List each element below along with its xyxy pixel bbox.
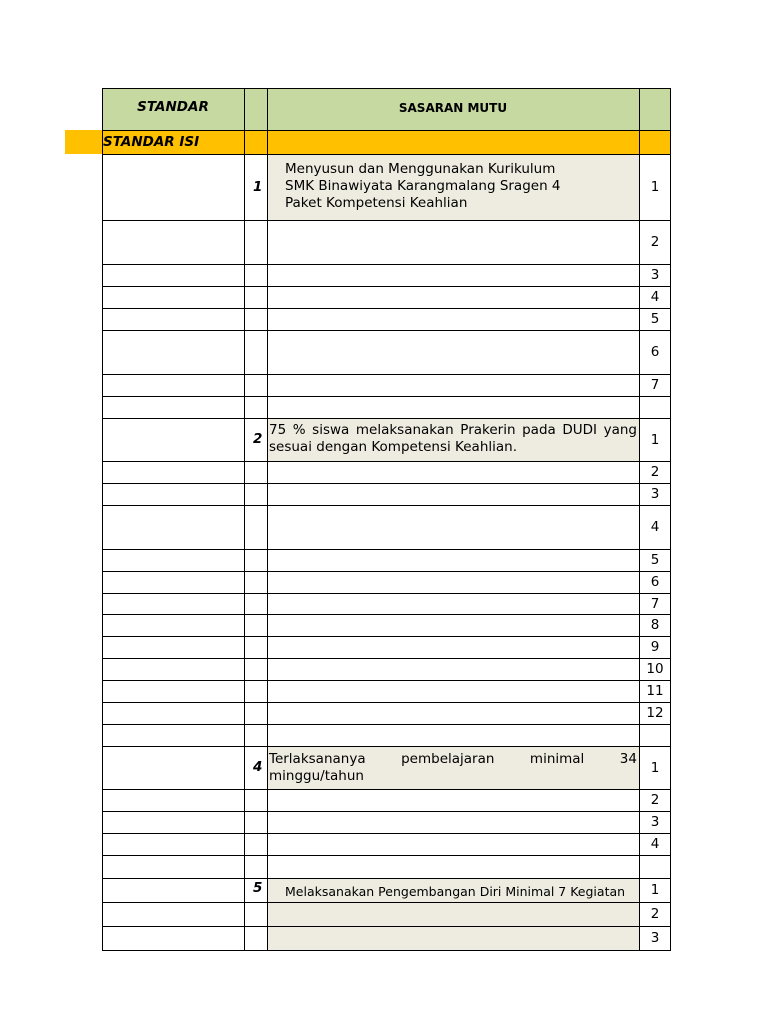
item-number: 12 bbox=[646, 705, 664, 721]
item-number: 4 bbox=[650, 289, 660, 305]
item-number: 6 bbox=[650, 574, 660, 590]
grid-line bbox=[102, 396, 671, 397]
section-label: STANDAR ISI bbox=[103, 134, 200, 150]
grid-line bbox=[102, 505, 671, 506]
grid-line bbox=[102, 286, 671, 287]
grid-line bbox=[102, 746, 671, 747]
grid-line bbox=[102, 154, 671, 155]
grid-line bbox=[267, 88, 268, 951]
group-number: 1 bbox=[253, 179, 263, 195]
item-number: 2 bbox=[650, 234, 660, 250]
grid-line bbox=[102, 636, 671, 637]
grid-line bbox=[102, 833, 671, 834]
header-sasaran-mutu: SASARAN MUTU bbox=[398, 101, 508, 115]
grid-line bbox=[102, 789, 671, 790]
grid-line bbox=[102, 593, 671, 594]
grid-line bbox=[102, 878, 671, 879]
item-number: 6 bbox=[650, 344, 660, 360]
item-number: 2 bbox=[650, 906, 660, 922]
grid-line bbox=[102, 220, 671, 221]
grid-line bbox=[102, 374, 671, 375]
item-number: 8 bbox=[650, 617, 660, 633]
grid-line bbox=[102, 902, 671, 903]
grid-line bbox=[639, 88, 640, 951]
item-number: 4 bbox=[650, 519, 660, 535]
grid-line bbox=[102, 130, 671, 131]
grid-line bbox=[102, 88, 103, 951]
grid-line bbox=[102, 461, 671, 462]
item-number: 3 bbox=[650, 930, 660, 946]
grid-line bbox=[102, 680, 671, 681]
item-number: 2 bbox=[650, 464, 660, 480]
item-number: 7 bbox=[650, 596, 660, 612]
grid-line bbox=[102, 88, 671, 89]
grid-line bbox=[102, 614, 671, 615]
grid-line bbox=[102, 724, 671, 725]
grid-line bbox=[102, 950, 671, 951]
item-number: 2 bbox=[650, 792, 660, 808]
grid-line bbox=[102, 549, 671, 550]
item-number: 1 bbox=[650, 760, 660, 776]
grid-line bbox=[244, 88, 245, 951]
grid-line bbox=[670, 88, 671, 951]
item-number: 4 bbox=[650, 836, 660, 852]
group-number: 5 bbox=[253, 880, 263, 896]
item-number: 5 bbox=[650, 311, 660, 327]
item-number: 5 bbox=[650, 552, 660, 568]
item-number: 3 bbox=[650, 486, 660, 502]
grid-line bbox=[102, 308, 671, 309]
item-number: 11 bbox=[646, 683, 664, 699]
item-number: 1 bbox=[650, 882, 660, 898]
target-text: 75 % siswa melaksanakan Prakerin pada DUDI yang sesuai dengan Kompetensi Keahlian. bbox=[269, 422, 637, 455]
item-number: 7 bbox=[650, 377, 660, 393]
grid-line bbox=[102, 264, 671, 265]
grid-line bbox=[102, 855, 671, 856]
grid-line bbox=[102, 926, 671, 927]
grid-line bbox=[102, 571, 671, 572]
grid-line bbox=[102, 658, 671, 659]
grid-line bbox=[102, 811, 671, 812]
target-text: Menyusun dan Menggunakan Kurikulum SMK Binawiyata Karangmalang Sragen 4 Paket Kompetensi Keahlian bbox=[285, 161, 561, 211]
item-number: 1 bbox=[650, 179, 660, 195]
grid-line bbox=[102, 418, 671, 419]
item-number: 10 bbox=[646, 661, 664, 677]
header-standar: STANDAR bbox=[137, 99, 209, 115]
grid-line bbox=[102, 330, 671, 331]
item-number: 1 bbox=[650, 432, 660, 448]
target-text: Melaksanakan Pengembangan Diri Minimal 7 Kegiatan bbox=[285, 884, 626, 899]
group-number: 2 bbox=[253, 431, 263, 447]
target-text: Terlaksananya pembelajaran minimal 34 minggu/tahun bbox=[269, 751, 637, 784]
grid-line bbox=[102, 702, 671, 703]
group-number: 4 bbox=[253, 759, 263, 775]
item-number: 3 bbox=[650, 267, 660, 283]
item-number: 9 bbox=[650, 639, 660, 655]
grid-line bbox=[102, 483, 671, 484]
item-number: 3 bbox=[650, 814, 660, 830]
